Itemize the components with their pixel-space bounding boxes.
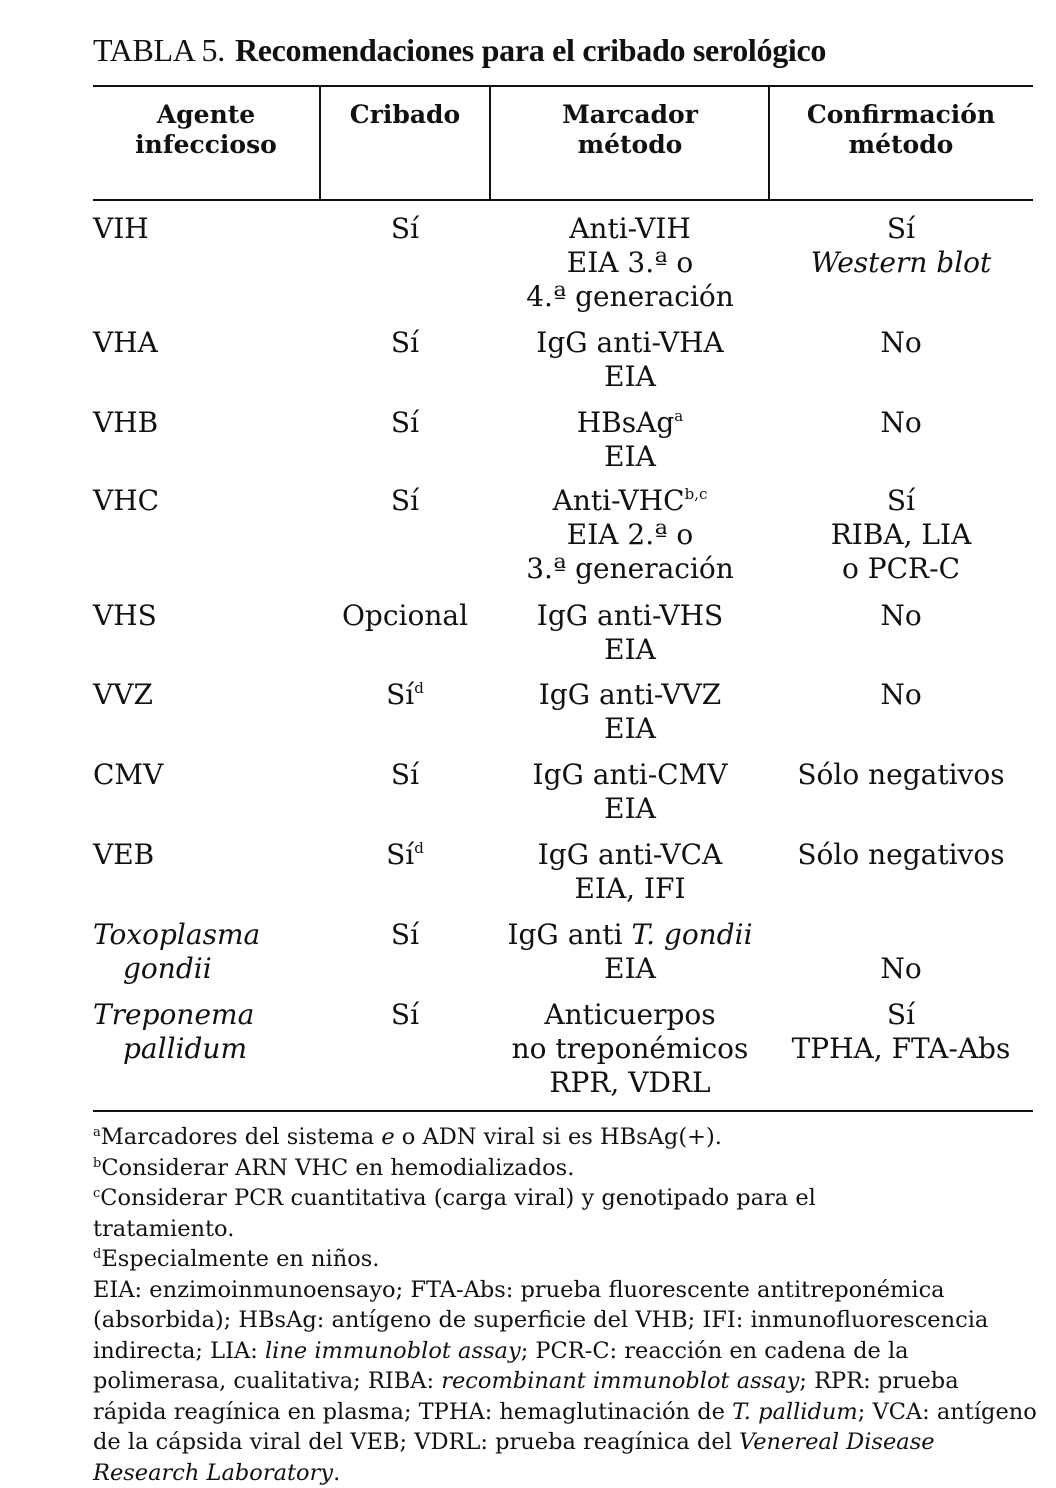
- table-label: TABLA 5.: [93, 32, 225, 68]
- table-caption: Recomendaciones para el cribado serológico: [235, 32, 826, 68]
- table-header: [93, 87, 1033, 201]
- table-title: [93, 28, 1033, 72]
- header-confirmacion: Confirmación método: [769, 87, 1033, 199]
- footnote-c-continuation: tratamiento.: [93, 1214, 1038, 1245]
- header-cribado: Cribado: [319, 87, 491, 199]
- abbreviations-glossary: EIA: enzimoinmunoensayo; FTA-Abs: prueba fluorescente antitreponémica (absorbida); HBsAg: antígeno de superficie del VHB; IFI: inmunofluorescencia indirecta; LIA: line immunoblot assay; PCR-C: reacción en cadena de la polimerasa, cualitativa; RIBA: recombinant immunoblot assay; RPR: prueba rápida reagínica en plasma; TPHA: hemaglutinación de T. pallidum; VCA: antígeno de la cápsida viral del VEB; VDRL: prueba reagínica del Venereal Disease Research Laboratory.: [93, 1275, 1038, 1488]
- footnote-ref: a: [674, 407, 683, 425]
- footnote-ref: d: [414, 679, 424, 697]
- footnote-d: $^d$Especialmente en niños.: [93, 1244, 1038, 1275]
- footnote-ref: d: [414, 839, 424, 857]
- table-footnotes: [93, 1122, 1038, 1488]
- footnote-c: $^c$Considerar PCR cuantitativa (carga viral) y genotipado para el: [93, 1183, 1038, 1214]
- footnote-b: $^b$Considerar ARN VHC en hemodializados.: [93, 1153, 1038, 1184]
- footnote-a: $^a$Marcadores del sistema e o ADN viral si es HBsAg(+).: [93, 1122, 1038, 1153]
- header-marcador: Marcador método: [491, 87, 769, 199]
- bottom-rule: [93, 1110, 1033, 1112]
- header-agente: Agente infeccioso: [93, 87, 319, 199]
- table-5-document: TABLA 5. Recomendaciones para el cribado serológico Agente infeccioso Cribado Marcador método Confirmación método VIH Sí Anti-VIH EIA 3.ª o 4.ª generación Sí Western blot VHA Sí IgG anti-VHA EIA No VHB Sí HBsAg$^a$ EIA No VHC Sí Anti-VHC$^{b,c}$ EIA 2.ª o 3.ª generación Sí RIBA, LIA o PCR-C VHS Opcional IgG anti-VHS EIA No VVZ $Sí^d$ IgG anti-VVZ EIA No CMV Sí IgG anti-CMV EIA Sólo negativos VEB $Sí^d$ IgG anti-VCA EIA, IFI Sólo negativos Toxoplasma gondii Sí IgG anti T. gondii EIA No Treponema pallidum Sí Anticuerpos no treponémicos RPR, VDRL Sí TPHA, FTA-Abs $^a$Marcadores del sistema e o ADN viral si es HBsAg(+). $^b$Considerar ARN VHC en hemodializados. $^c$Considerar PCR cuantitativa (carga viral) y genotipado para el tratamiento. $^d$Especialmente en niños. EIA: enzimoinmunoensayo; FTA-Abs: prueba fluorescente antitreponémica (absorbida); HBsAg: antígeno de superficie del VHB; IFI: inmunofluorescencia indirecta; LIA: line immunoblot assay; PCR-C: reacción en cadena de la polimerasa, cualitativa; RIBA: recombinant immunoblot assay; RPR: prueba rápida reagínica en plasma; TPHA: hemaglutinación de T. pallidum; VCA: antígeno de la cápsida viral del VEB; VDRL: prueba reagínica del Venereal Disease Research Laboratory.: [93, 28, 1033, 72]
- footnote-ref: b,c: [685, 485, 708, 503]
